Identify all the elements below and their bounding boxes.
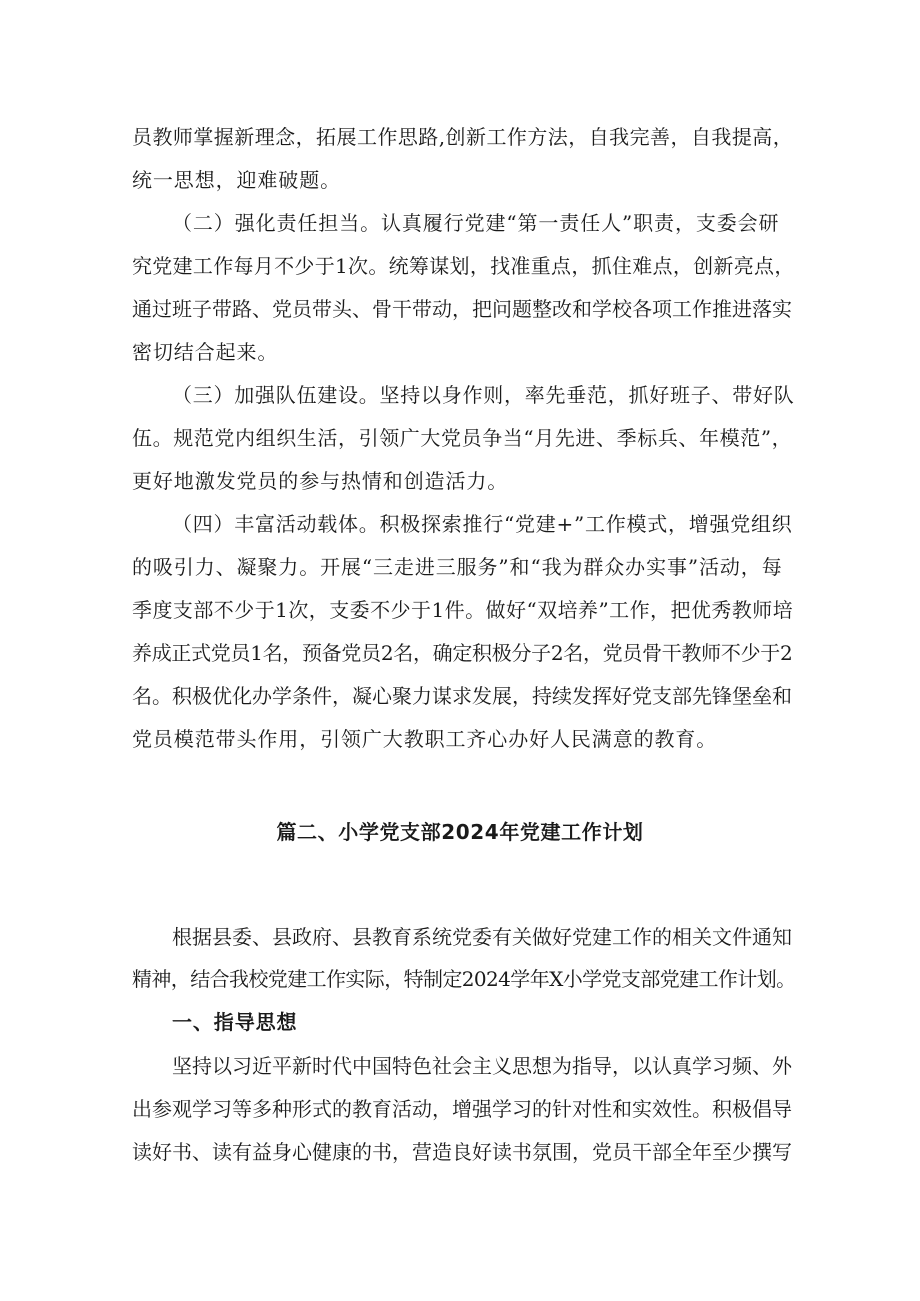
paragraph-line: 读好书、读有益身心健康的书，营造良好读书氛围，党员干部全年至少撰写 — [132, 1140, 792, 1164]
paragraph-line: 精神，结合我校党建工作实际，特制定2024学年X小学党支部党建工作计划。 — [132, 967, 796, 991]
paragraph-line: 党员模范带头作用，引领广大教职工齐心办好人民满意的教育。 — [132, 727, 718, 751]
paragraph-line: 出参观学习等多种形式的教育活动，增强学习的针对性和实效性。积极倡导 — [132, 1097, 792, 1121]
paragraph-line: 员教师掌握新理念，拓展工作思路,创新工作方法，自我完善，自我提高， — [132, 125, 794, 149]
paragraph-line: （四）丰富活动载体。积极探索推行“党建+”工作模式，增强党组织 — [172, 512, 793, 536]
paragraph-line: 通过班子带路、党员带头、骨干带动，把问题整改和学校各项工作推进落实 — [132, 297, 792, 321]
paragraph-line: 更好地激发党员的参与热情和创造活力。 — [132, 469, 509, 493]
paragraph-line: 的吸引力、凝聚力。开展“三走进三服务”和“我为群众办实事”活动，每 — [132, 555, 783, 579]
paragraph-line: 统一思想，迎难破题。 — [132, 168, 341, 192]
paragraph-line: 究党建工作每月不少于1次。统筹谋划，找准重点，抓住难点，创新亮点， — [132, 254, 795, 278]
paragraph-line: 根据县委、县政府、县教育系统党委有关做好党建工作的相关文件通知 — [172, 925, 792, 949]
paragraph-line: 坚持以习近平新时代中国特色社会主义思想为指导，以认真学习频、外 — [172, 1054, 792, 1078]
paragraph-line: （三）加强队伍建设。坚持以身作则，率先垂范，抓好班子、带好队 — [172, 383, 795, 407]
paragraph-line: （二）强化责任担当。认真履行党建“第一责任人”职责，支委会研 — [172, 211, 780, 235]
document-title: 篇二、小学党支部2024年党建工作计划 — [276, 820, 644, 844]
paragraph-line: 名。积极优化办学条件，凝心聚力谋求发展，持续发挥好党支部先锋堡垒和 — [132, 684, 792, 708]
paragraph-line: 养成正式党员1名，预备党员2名，确定积极分子2名，党员骨干教师不少于2 — [132, 641, 793, 665]
paragraph-line: 密切结合起来。 — [132, 340, 279, 364]
paragraph-line: 伍。规范党内组织生活，引领广大党员争当“月先进、季标兵、年模范”， — [132, 426, 793, 450]
section-heading: 一、指导思想 — [172, 1010, 298, 1034]
paragraph-line: 季度支部不少于1次，支委不少于1件。做好“双培养”工作，把优秀教师培 — [132, 598, 794, 622]
